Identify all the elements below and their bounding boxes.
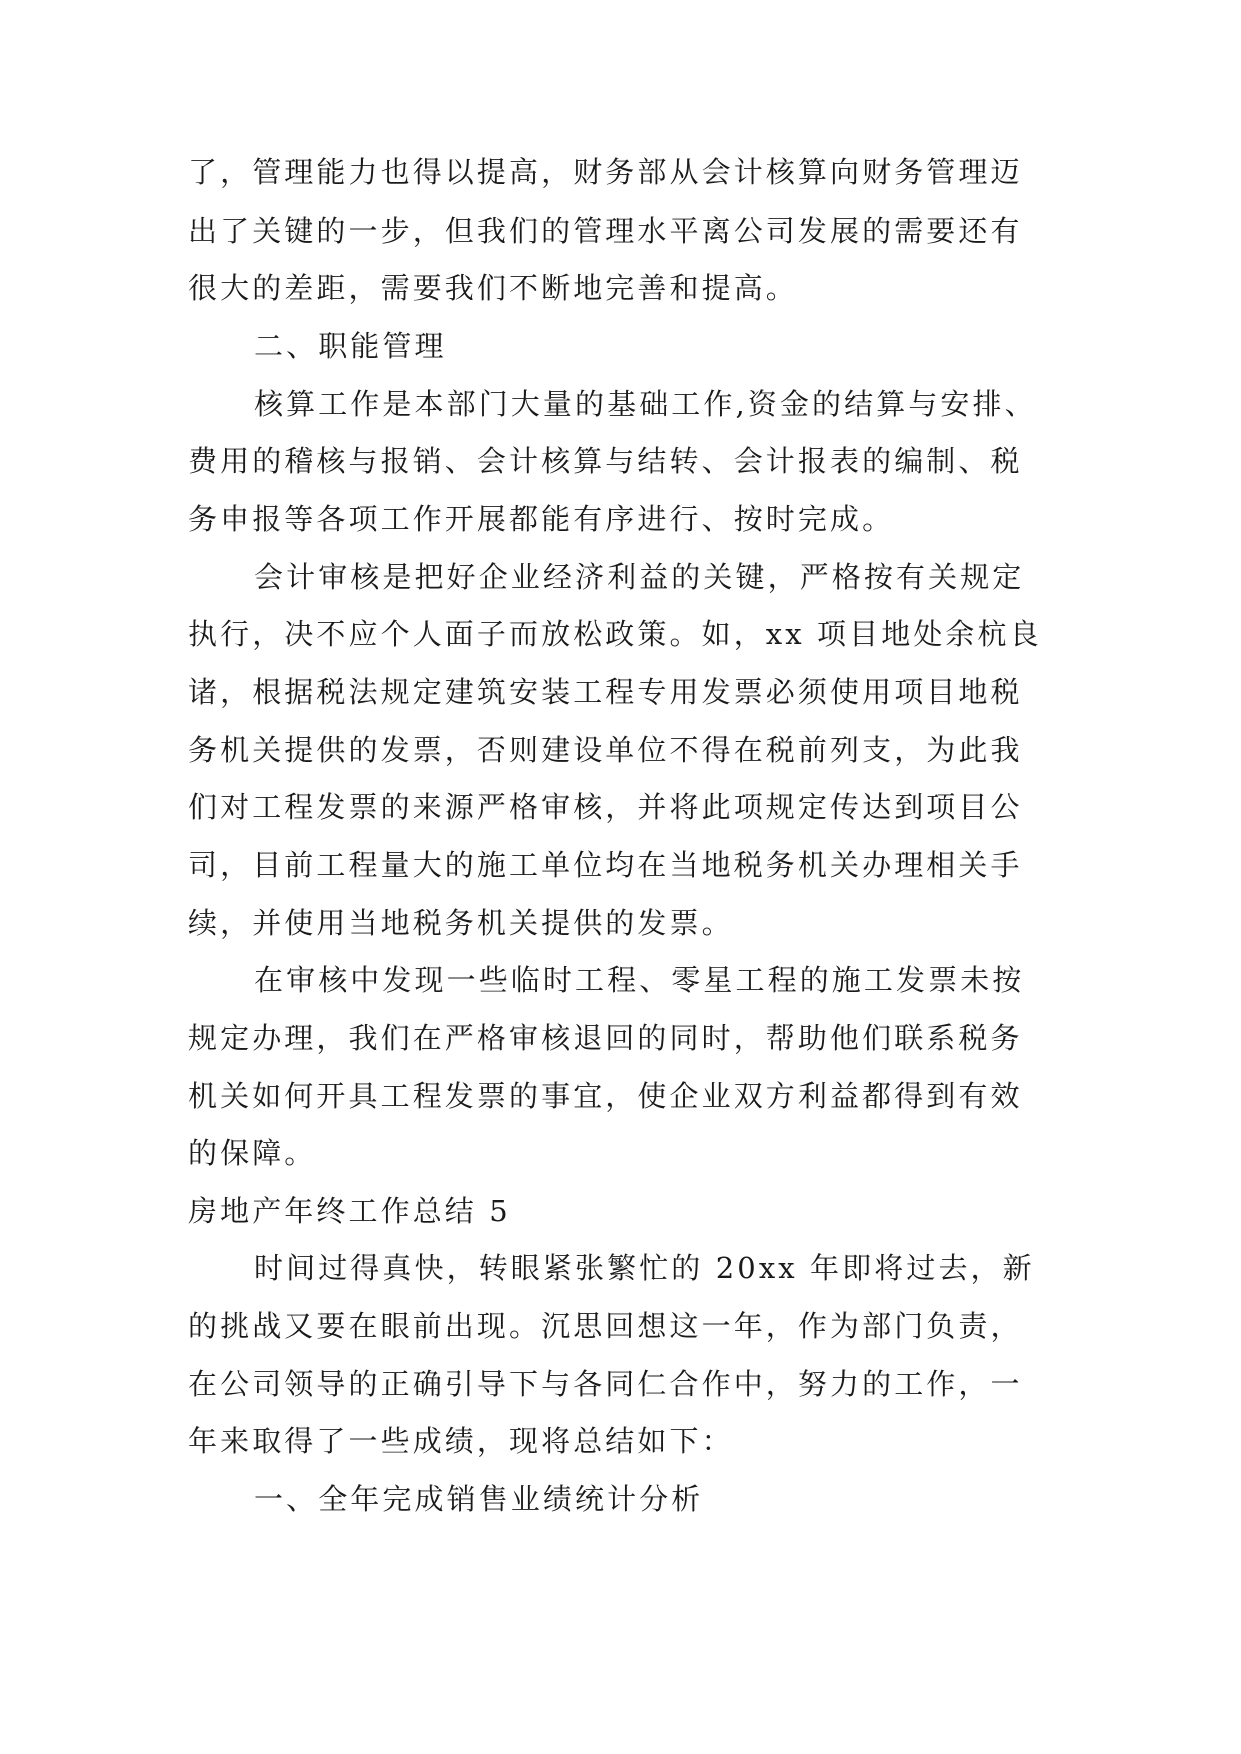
section-heading: 一、全年完成销售业绩统计分析	[254, 1482, 704, 1516]
text-line: 执行，决不应个人面子而放松政策。如，xx 项目地处余杭良	[188, 617, 1042, 651]
text-line: 们对工程发票的来源严格审核，并将此项规定传达到项目公	[188, 790, 1023, 824]
text-line: 的保障。	[188, 1136, 317, 1170]
text-line: 的挑战又要在眼前出现。沉思回想这一年，作为部门负责，	[188, 1309, 1023, 1343]
text-line: 规定办理，我们在严格审核退回的同时，帮助他们联系税务	[188, 1021, 1023, 1055]
text-line: 会计审核是把好企业经济利益的关键，严格按有关规定	[254, 560, 1025, 594]
text-line: 费用的稽核与报销、会计核算与结转、会计报表的编制、税	[188, 444, 1023, 478]
text-line: 核算工作是本部门大量的基础工作,资金的结算与安排、	[254, 387, 1037, 421]
text-line: 诸，根据税法规定建筑安装工程专用发票必须使用项目地税	[188, 675, 1023, 709]
section-heading: 二、职能管理	[254, 329, 447, 363]
text-line: 在公司领导的正确引导下与各同仁合作中，努力的工作，一	[188, 1367, 1023, 1401]
document-title: 房地产年终工作总结 5	[188, 1194, 511, 1228]
text-line: 很大的差距，需要我们不断地完善和提高。	[188, 271, 798, 305]
text-line: 续，并使用当地税务机关提供的发票。	[188, 906, 734, 940]
text-line: 了，管理能力也得以提高，财务部从会计核算向财务管理迈	[188, 155, 1023, 189]
text-line: 年来取得了一些成绩，现将总结如下：	[188, 1424, 734, 1458]
text-line: 务申报等各项工作开展都能有序进行、按时完成。	[188, 502, 895, 536]
text-line: 时间过得真快，转眼紧张繁忙的 20xx 年即将过去，新	[254, 1251, 1035, 1285]
text-line: 司，目前工程量大的施工单位均在当地税务机关办理相关手	[188, 848, 1023, 882]
text-line: 在审核中发现一些临时工程、零星工程的施工发票未按	[254, 963, 1025, 997]
text-line: 务机关提供的发票，否则建设单位不得在税前列支，为此我	[188, 733, 1023, 767]
text-line: 机关如何开具工程发票的事宜，使企业双方利益都得到有效	[188, 1079, 1023, 1113]
text-line: 出了关键的一步，但我们的管理水平离公司发展的需要还有	[188, 214, 1023, 248]
